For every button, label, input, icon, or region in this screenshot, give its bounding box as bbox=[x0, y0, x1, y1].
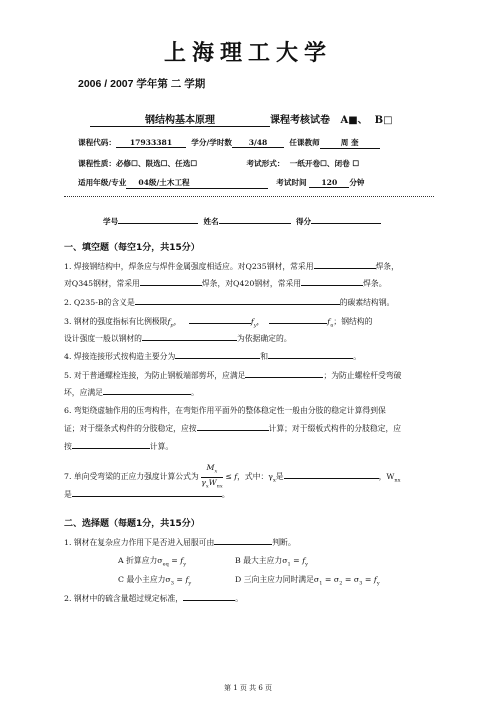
student-row bbox=[103, 215, 381, 227]
s1-q6-text: 计算。 bbox=[149, 442, 174, 451]
paper-b: B□ bbox=[374, 115, 393, 126]
option-sub: 3 bbox=[359, 580, 363, 587]
s1-q2-text: 的碳素结构钢。 bbox=[339, 298, 395, 307]
s1-q6-line2 bbox=[64, 422, 401, 435]
answer-blank[interactable] bbox=[140, 277, 202, 286]
s1-q1-line1 bbox=[64, 260, 399, 273]
symbol: f bbox=[327, 317, 331, 326]
answer-blank[interactable] bbox=[314, 260, 376, 269]
s1-q3-text: 为依据确定的。 bbox=[236, 334, 292, 343]
option-d-text: = σ bbox=[322, 575, 340, 584]
teacher-label: 任课教师 bbox=[289, 138, 320, 147]
answer-blank[interactable] bbox=[103, 386, 191, 395]
time-unit: 分钟 bbox=[349, 178, 365, 187]
s1-q6-text: 计算；对于缀板式构件的分肢稳定，应 bbox=[268, 424, 402, 433]
s1-q7-text: 是 bbox=[275, 472, 284, 482]
s1-q7-text: ，式中：γ bbox=[237, 472, 273, 482]
formula-inequality: ≤ f bbox=[225, 472, 238, 482]
s1-q6-line1: 6. 弯矩绕虚轴作用的压弯构件，在弯矩作用平面外的整体稳定性一般由分肢的稳定计算得到保 bbox=[64, 406, 386, 415]
option-sub: eq bbox=[162, 561, 169, 568]
s1-q7-line1 bbox=[64, 463, 400, 491]
exam-label: 课程考核试卷 bbox=[270, 115, 330, 126]
separator bbox=[64, 196, 434, 197]
s1-q2 bbox=[64, 296, 394, 309]
credits-label: 学分/学时数 bbox=[191, 138, 233, 147]
symbol-sub: y bbox=[253, 322, 257, 329]
s2-q2-text: 2. 钢材中的硫含量超过规定标准， bbox=[64, 594, 184, 603]
symbol: f bbox=[250, 317, 254, 326]
s1-q3-text: ， bbox=[256, 317, 265, 326]
option-sub: y bbox=[376, 580, 380, 587]
option-d[interactable] bbox=[235, 574, 380, 590]
info-row-3 bbox=[78, 177, 365, 189]
formula-sub: x bbox=[205, 483, 209, 490]
answer-blank[interactable] bbox=[72, 488, 222, 497]
s1-q3-line1 bbox=[64, 315, 372, 332]
s1-q5-text: 5. 对于普通螺栓连接，为防止钢板端部剪坏，应满足 bbox=[64, 371, 246, 380]
answer-blank[interactable] bbox=[197, 422, 269, 431]
option-sub: 1 bbox=[287, 561, 291, 568]
s1-q3-text: ， bbox=[173, 317, 182, 326]
term: 2006 / 2007 学年第 二 学期 bbox=[78, 78, 206, 90]
answer-blank[interactable] bbox=[268, 350, 353, 359]
s1-q4-text: 和 bbox=[260, 352, 269, 361]
s1-q6-text: 证；对于缀条式构件的分肢稳定，应按 bbox=[64, 424, 197, 433]
option-sub: y bbox=[183, 561, 187, 568]
info-row-1 bbox=[78, 137, 380, 149]
student-name-field[interactable] bbox=[219, 215, 291, 224]
option-d-text: = σ bbox=[342, 575, 360, 584]
s1-q5-line2 bbox=[64, 386, 199, 399]
option-b-text: B 最大主应力σ bbox=[235, 556, 288, 565]
formula-sub: nx bbox=[216, 483, 223, 490]
answer-blank[interactable] bbox=[72, 440, 150, 449]
option-sub: 3 bbox=[170, 580, 174, 587]
formula-sub: nx bbox=[394, 477, 401, 484]
answer-blank[interactable] bbox=[214, 536, 272, 545]
formula-sub: x bbox=[214, 468, 218, 475]
university-logo: 上海理工大学 bbox=[163, 40, 332, 66]
student-id-field[interactable] bbox=[118, 215, 198, 224]
option-b-text: = f bbox=[290, 556, 306, 565]
info-row-2 bbox=[78, 158, 359, 169]
s1-q3-text: 设计强度一般以钢材的 bbox=[64, 334, 142, 343]
s1-q6-line3 bbox=[64, 440, 173, 453]
option-b[interactable] bbox=[235, 555, 308, 571]
s2-q1 bbox=[64, 536, 296, 549]
student-name-label: 姓名 bbox=[203, 217, 219, 226]
s1-q3-text: 3. 钢材的强度指标有比例极限 bbox=[64, 317, 168, 326]
s1-q2-text: 2. Q235-B的含义是 bbox=[64, 298, 135, 307]
answer-blank[interactable] bbox=[175, 350, 260, 359]
option-c[interactable] bbox=[118, 574, 191, 590]
answer-blank[interactable] bbox=[142, 332, 237, 341]
code-label: 课程代码： bbox=[78, 138, 116, 147]
s1-q4-text: 4. 焊接连接形式按构造主要分为 bbox=[64, 352, 176, 361]
option-c-text: = f bbox=[173, 575, 189, 584]
answer-blank[interactable] bbox=[301, 277, 363, 286]
answer-blank[interactable] bbox=[269, 315, 327, 324]
s1-q7-text: 是 bbox=[64, 490, 72, 499]
form-value: 一纸开卷☐、闭卷 ☐ bbox=[289, 159, 360, 168]
option-sub: 2 bbox=[339, 580, 343, 587]
credits-value: 3/48 bbox=[232, 138, 284, 148]
formula-numerator: M bbox=[206, 463, 215, 472]
answer-blank[interactable] bbox=[183, 592, 235, 601]
s1-q7-text: ，W bbox=[378, 472, 395, 482]
nature-label: 课程性质：必修☐、限选☐、任选☐ bbox=[78, 159, 198, 168]
formula-w: W bbox=[208, 477, 217, 487]
symbol: f bbox=[167, 317, 171, 326]
s1-q4 bbox=[64, 350, 361, 363]
s1-q5-text: 坏，应满足 bbox=[64, 388, 103, 397]
student-id-label: 学号 bbox=[103, 217, 119, 226]
score-field[interactable] bbox=[311, 215, 381, 224]
form-label: 考试形式： bbox=[246, 159, 285, 168]
symbol-sub: u bbox=[330, 322, 334, 329]
s1-q1-text: 焊条。 bbox=[363, 279, 387, 288]
s1-q3-text: ；钢结构的 bbox=[333, 317, 373, 326]
s1-q7-line2 bbox=[64, 488, 230, 501]
option-sub: y bbox=[305, 561, 308, 568]
s1-q5-line1 bbox=[64, 369, 401, 382]
answer-blank[interactable] bbox=[135, 296, 340, 305]
option-sub: 1 bbox=[319, 580, 323, 587]
option-a-text: A 折算应力σ bbox=[118, 556, 163, 565]
time-value: 120 bbox=[309, 178, 349, 188]
option-a[interactable] bbox=[118, 555, 186, 571]
option-sub: y bbox=[188, 580, 192, 587]
s2-q1-text: 1. 钢材在复杂应力作用下是否进入屈服可由 bbox=[64, 538, 215, 547]
s1-q7-text: 。 bbox=[221, 490, 230, 499]
answer-blank[interactable] bbox=[245, 369, 323, 378]
s1-q1-line2 bbox=[64, 277, 387, 290]
s1-q5-text: ；为防止螺栓杆受弯破 bbox=[323, 371, 402, 380]
page-footer: 第 1 页 共 6 页 bbox=[223, 684, 273, 692]
exam-title bbox=[90, 111, 393, 127]
option-a-text: = f bbox=[168, 556, 184, 565]
formula-gamma: γ bbox=[201, 477, 206, 487]
option-d-text: D 三向主应力同时满足σ bbox=[235, 575, 320, 584]
s2-q1-text: 判断。 bbox=[272, 538, 296, 547]
s2-q2-text: 。 bbox=[235, 594, 243, 603]
s1-q7-text: 7. 单向受弯梁的正应力强度计算公式为 bbox=[64, 472, 199, 482]
s1-q1-text: 焊条， bbox=[375, 262, 399, 271]
formula-fraction bbox=[201, 463, 223, 491]
grade-value: 04级/土木工程 bbox=[126, 177, 268, 189]
symbol-sub: p bbox=[170, 322, 174, 329]
s1-q6-text: 按 bbox=[64, 442, 72, 451]
course-code: 17933381 bbox=[116, 138, 186, 148]
s1-q1-text: 焊条，对Q420钢材，常采用 bbox=[201, 279, 302, 288]
s1-q3-line2 bbox=[64, 332, 292, 345]
teacher-value: 周 奎 bbox=[320, 137, 380, 149]
course-name: 钢结构基本原理 bbox=[90, 111, 270, 127]
formula-sub: x bbox=[272, 477, 276, 484]
s1-q4-text: 。 bbox=[353, 352, 361, 361]
s1-q1-text: 1. 焊接钢结构中，焊条应与焊件金属强度相适应。对Q235钢材，常采用 bbox=[64, 262, 314, 271]
answer-blank[interactable] bbox=[284, 470, 379, 479]
answer-blank[interactable] bbox=[189, 315, 251, 324]
s1-q5-text: 。 bbox=[190, 388, 199, 397]
option-d-text: = f bbox=[362, 575, 377, 584]
s2-q2 bbox=[64, 592, 243, 605]
s1-q1-text: 对Q345钢材，常采用 bbox=[64, 279, 140, 288]
section2-title: 二、选择题（每题1分，共15分） bbox=[64, 519, 200, 529]
option-c-text: C 最小主应力σ bbox=[118, 575, 171, 584]
paper-a: A■、 bbox=[340, 115, 368, 126]
section1-title: 一、填空题（每空1分，共15分） bbox=[64, 243, 200, 253]
score-label: 得分 bbox=[295, 217, 312, 226]
time-label: 考试时间 bbox=[276, 178, 307, 187]
grade-label: 适用年级/专业 bbox=[78, 178, 127, 187]
